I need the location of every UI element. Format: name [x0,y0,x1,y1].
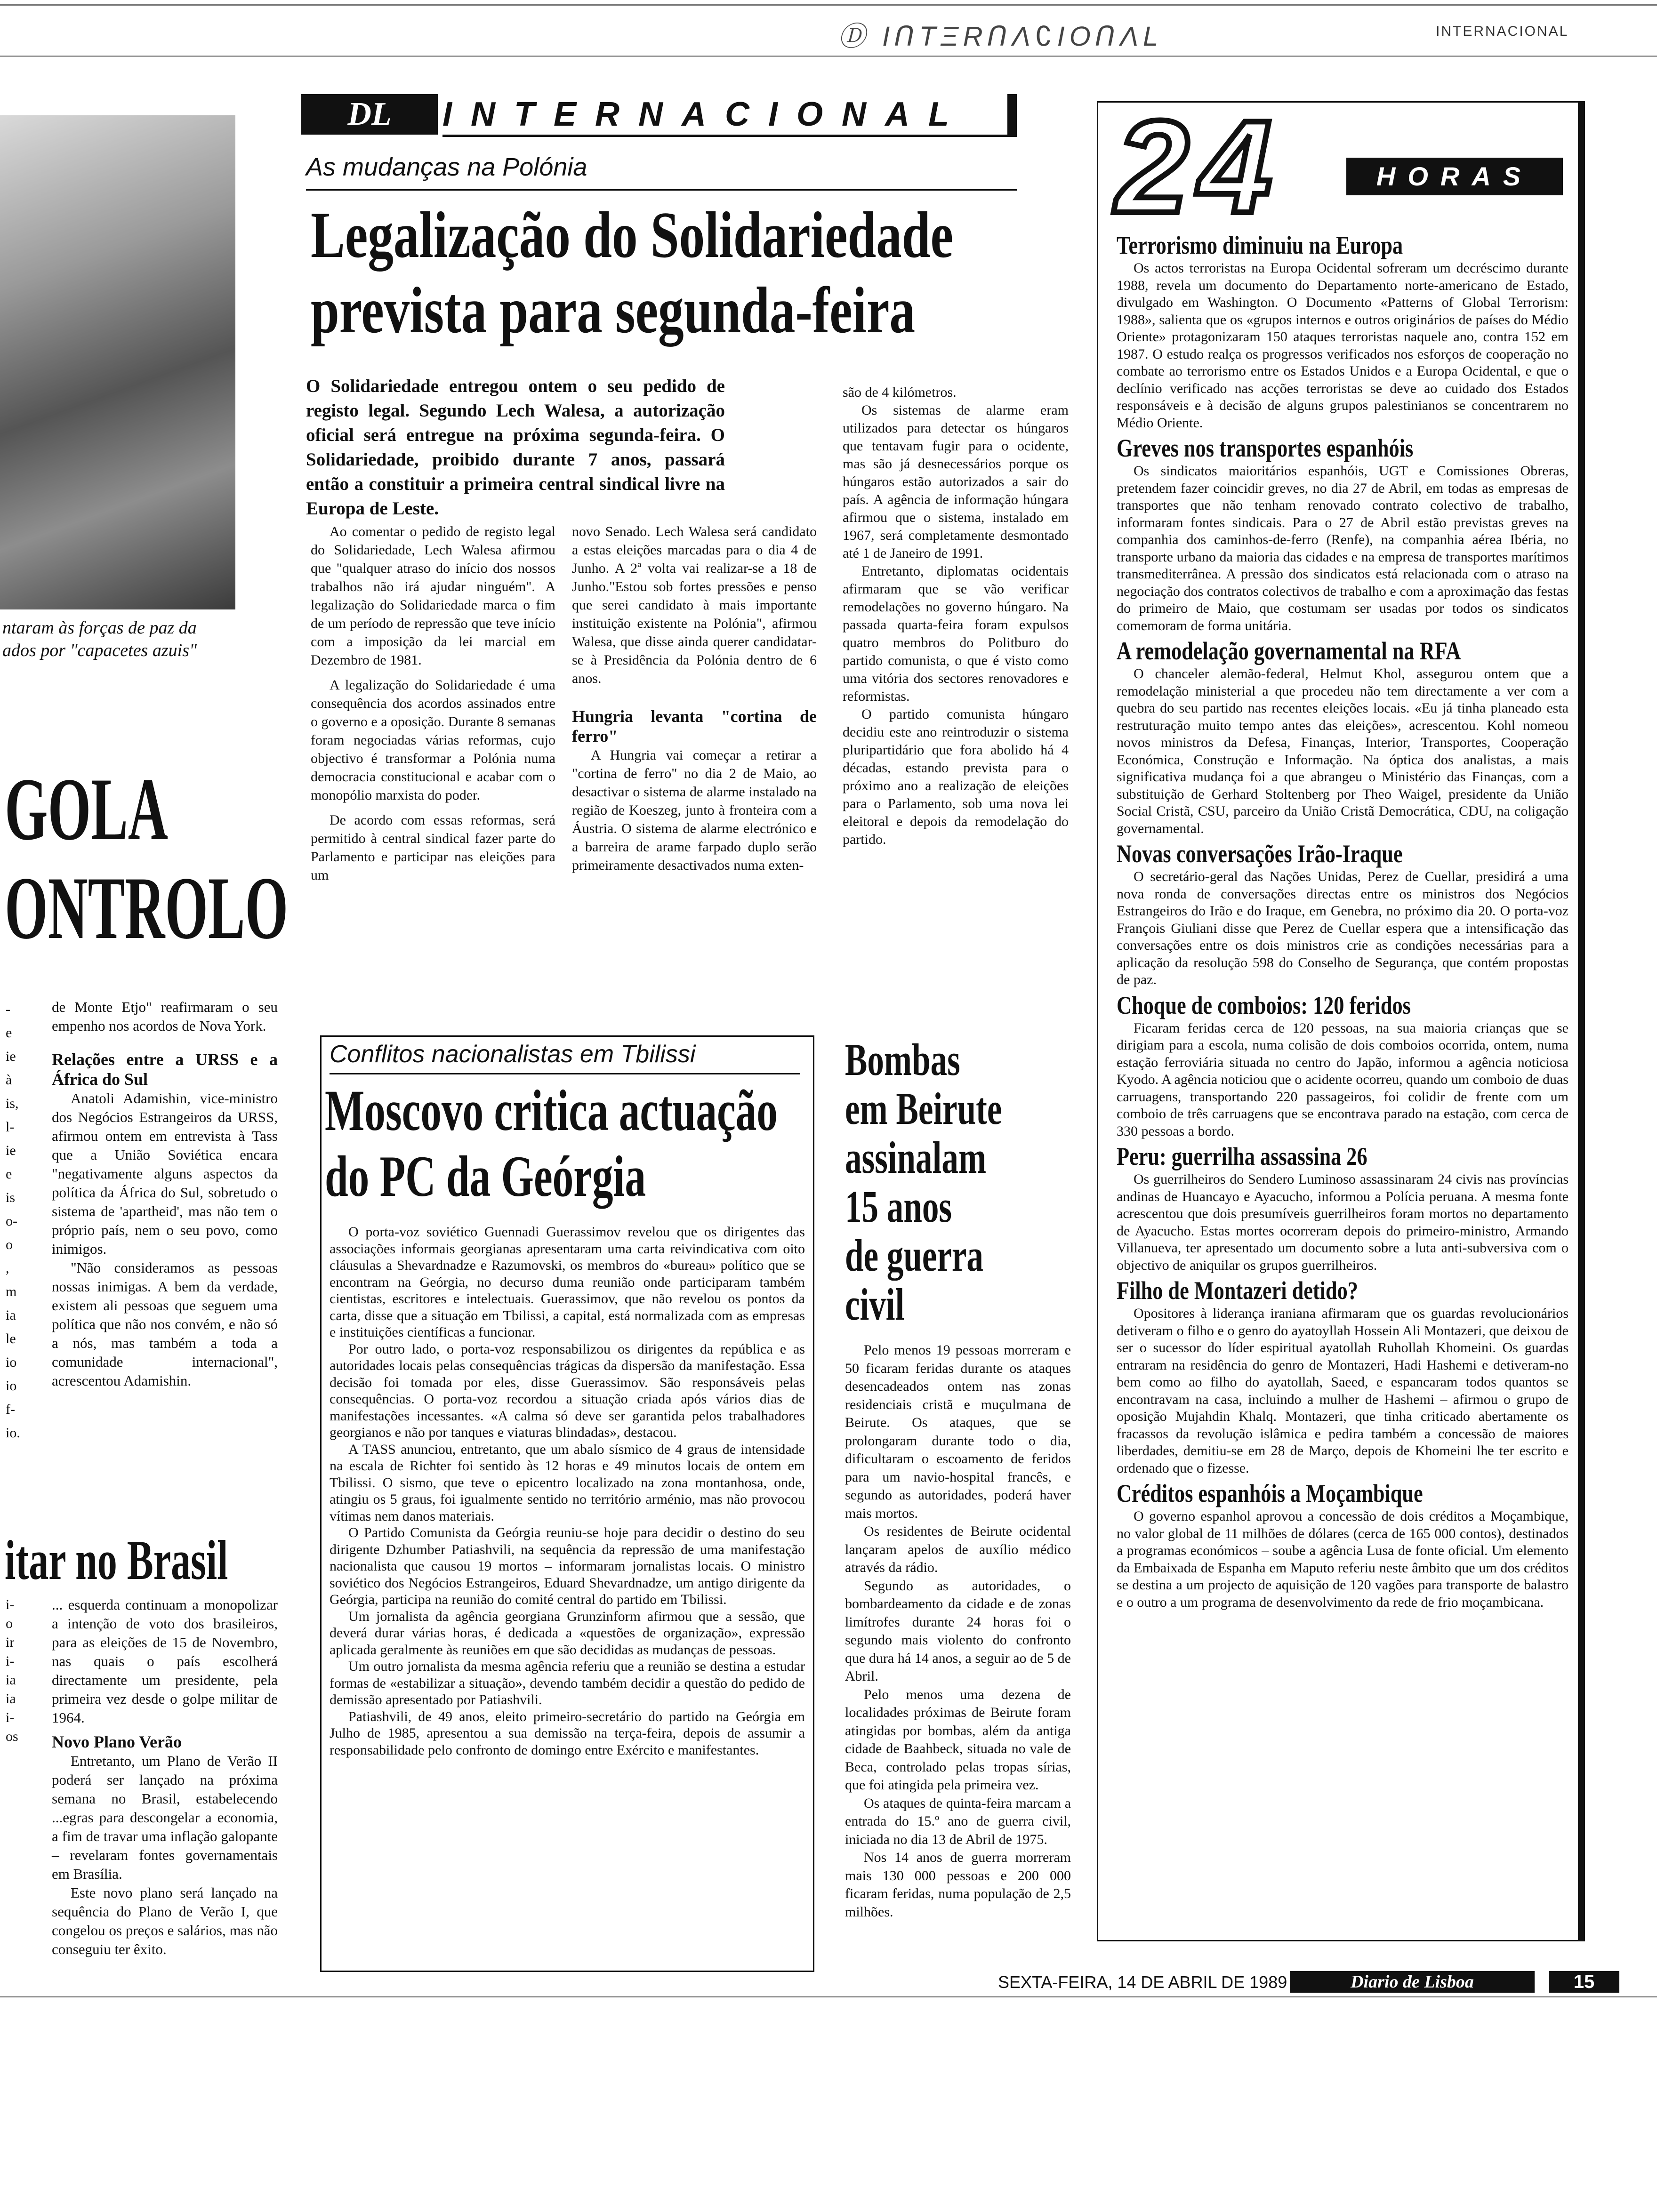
left-body-3: ... esquerda continuam a monopolizar a intenção de voto dos brasileiros, para as eleições de 15 de Novembro, nas quais o país escolherá directamente um presidente, pela primeira vez desde o golpe militar de 1964. [52,1596,278,1726]
edge-fragment: i- [6,1597,15,1612]
main-col1-p2: A legalização do Solidariedade é uma consequência dos acordos assinados entre o governo e a oposição. Durante 8 semanas foram negociadas várias reformas, cujo objectivo é transformar a Polónia numa democracia constitucional e acabar com o monopólio marxista do poder. [311,677,555,803]
masthead-remnant-right: INTERNACIONAL [1436,24,1569,39]
headline-left-1: GOLA [5,760,168,859]
edge-fragment: l- [6,1119,15,1135]
brief-headline: Terrorismo diminuiu na Europa [1117,231,1403,259]
brief-item [1117,433,1569,634]
section-name: INTERNACIONAL [442,96,968,133]
main-col3-p2: Os sistemas de alarme eram utilizados para detectar os húngaros que tentavam fugir para o ocidente, mas são já desnecessários porque os húngaros estão autorizados a sair do país. A agência de informação húngara afirmou que o sistema, instalado em 1967, será completamente desmontado até 1 de Janeiro de 1991. [843,402,1069,561]
edge-fragment: i- [6,1710,15,1725]
photo-caption-line2: ados por "capacetes azuis" [2,641,197,660]
brief-item [1117,636,1569,837]
georgia-p3: A TASS anunciou, entretanto, que um abalo sísmico de 4 graus de intensidade na escala de Richter foi sentido às 12 horas e 49 minutos locais de ontem em Tbilissi. O sismo, que teve o epicentro localizado na zona montanhosa, onde, atingiu os 5 graus, foi igualmente sentido no território arménio, mas não provocou vítimas nem danos materiais. [330,1441,805,1524]
georgia-body [330,1224,805,1758]
brief-body: Ficaram feridas cerca de 120 pessoas, na sua maioria crianças que se dirigiam para a escola, numa colisão de dois comboios ocorrida, ontem, numa estação ferroviária situada no centro do Japão, informou a agência noticiosa Kyodo. A agência noticiou que o acidente ocorreu, quando um comboio de duas carruagens, transportando 220 passageiros, foi colidir de frente com um comboio de três carruagens que se encontrava parado na estação, com cerca de 330 pessoas a bordo. [1117,1020,1569,1139]
main-col2-p2: A Hungria vai começar a retirar a "cortina de ferro" no dia 2 de Maio, ao desactivar o sistema de alarme instalado na região de Koeszeg, junto à fronteira com a Áustria. O sistema de alarme electrónico e a barreira de arame farpado duplo serão primeiramente desactivados numa exten- [572,747,817,873]
left-body-2: "Não consideramos as pessoas nossas inimigas. A bem da verdade, existem ali pessoas que seguem uma política que não nos convém, e não só a nós, mas também a toda a comunidade internacional", acrescentou Adamishin. [52,1259,278,1389]
georgia-kicker: Conflitos nacionalistas em Tbilissi [330,1041,696,1068]
main-col3-p3: Entretanto, diplomatas ocidentais afirmaram que se vão verificar remodelações no governo húngaro. Na passada quarta-feira foram expulsos quatro membros do Politburo do partido comunista, o que é visto como uma vitória dos sectores renovadores e reformistas. [843,563,1069,704]
main-col1-p3: De acordo com essas reformas, será permitido à central sindical fazer parte do Parlamento e participar nas eleições para um [311,812,555,883]
edge-fragment: ia [6,1307,16,1323]
section-header [301,94,1017,137]
edge-fragment: o [6,1237,13,1252]
main-col2 [572,522,817,874]
brief-item [1117,839,1569,989]
left-subhead-1: Relações entre a URSS e a África do Sul [52,1050,278,1089]
edge-fragment: ir [6,1635,15,1650]
edge-fragment: is [6,1190,16,1205]
beirut-headline-line: assinalam [845,1132,987,1183]
beirut-headline [845,1035,1043,1329]
brief-headline: Créditos espanhóis a Moçambique [1117,1479,1423,1507]
left-body-5: Este novo plano será lançado na sequência do Plano de Verão I, que congelou os preços e salários, mas não conseguiu ter êxito. [52,1884,278,1957]
georgia-p5: Um jornalista da agência georgiana Grunzinform afirmou que a sessão, que deverá durar várias horas, é dedicada a «questões de organização», expressão aplicada geralmente às reuniões em que são decididas as mudanças de pessoas. [330,1608,805,1658]
main-col1-p1: Ao comentar o pedido de registo legal do Solidariedade, Lech Walesa afirmou que "qualquer atraso do início dos nossos trabalhos não irá ajudar ninguém". A legalização do Solidariedade marca o fim de um período de repressão que teve início com a imposição da lei marcial em Dezembro de 1981. [311,524,555,668]
brief-headline: Novas conversações Irão-Iraque [1117,840,1403,868]
main-col3-p1: são de 4 kilómetros. [843,385,957,400]
left-column-body-2 [52,1595,278,1959]
georgia-headline-line2: do PC da Geórgia [325,1144,646,1209]
beirut-p1: Pelo menos 19 pessoas morreram e 50 ficaram feridas durante os ataques desencadeados ontem nas zonas residenciais cristã e muçulmana de Beirute. Os ataques, que se prolongaram durante todo o dia, dificultaram o escoamento de feridos para um navio-hospital francês, e segundo as autoridades, poderá haver mais mortos. [845,1342,1071,1521]
brief-item [1117,1142,1569,1274]
edge-fragment: à [6,1072,12,1088]
left-edge-fragments [6,998,29,1445]
beirut-p3: Segundo as autoridades, o bombardeamento da cidade e de zonas limítrofes durante 24 horas foi o segundo mais violento do confronto que dura há 14 anos, a seguir ao de 5 de Abril. [845,1578,1071,1684]
edge-fragment: io [6,1354,17,1370]
edge-fragment: , [6,1260,9,1276]
georgia-p2: Por outro lado, o porta-voz responsabilizou os dirigentes da república e as autoridades locais pelas consequências trágicas da dispersão da manifestação. Essa decisão foi tomada por eles, disse Guerassimov. São responsáveis pelas consequências. O porta-voz recordou a situação criada após vários dias de manifestações incessantes. «A calma só deve ser garantida pelos trabalhadores georgianos e não por tanques e viaturas blindadas», destacou. [330,1341,805,1440]
edge-fragment: o- [6,1213,17,1229]
brief-item [1117,1276,1569,1477]
main-headline-line2: prevista para segunda-feira [311,274,916,347]
left-intro: de Monte Etjo" reafirmaram o seu empenho nos acordos de Nova York. [52,999,278,1034]
brief-item [1117,991,1569,1140]
brief-body: Os guerrilheiros do Sendero Luminoso assassinaram 24 civis nas províncias andinas de Huancayo e Ayacucho, informou a Polícia peruana. A mesma fonte acrescentou que dois presumíveis guerrilheiros foram mortos no departamento de Ayacucho. Estas mortes ocorreram depois do primeiro-ministro, Armando Villanueva, ter apresentado um documento sobre a luta anti-subversiva com o objectivo de aniquilar os grupos guerrilheiros. [1117,1171,1569,1273]
georgia-p4: O Partido Comunista da Geórgia reuniu-se hoje para decidir o destino do seu dirigente Dzhumber Patiashvili, na sequência da repressão de uma manifestação nacionalista que causou 19 mortos – informaram jornalistas locais. O ministro soviético dos Negócios Estrangeiros, Eduard Shevardnadze, um antigo dirigente da Geórgia, participa na reunião do comité central do partido em Tbilissi. [330,1525,805,1607]
brief-body: Opositores à liderança iraniana afirmaram que os guardas revolucionários detiveram o filho e o genro do ayatoyllah Hossein Ali Montazeri, que deixou de ser o sucessor do líder espiritual ayatollah Ruhollah Khomeini. Os guardas entraram na residência do genro de Montazeri, Hadi Hashemi e detiveram-no bem como ao filho do ayatollah, Saeed, e espancaram todos quantos se encontravam na casa, incluindo a mulher de Hashemi – afirmou o grupo de oposição Mujahdin Khalq. Montazeri, que tinha criticado abertamente os fracassos da revolução islâmica e pedira também a concessão de maiores liberdades, demitiu-se em 28 de Março, depois de Khomeini lhe ter escrito e ordenado que o fizesse. [1117,1306,1569,1476]
beirut-p6: Nos 14 anos de guerra morreram mais 130 000 pessoas e 200 000 ficaram feridas, numa população de 2,5 milhões. [845,1850,1071,1920]
edge-fragment: is, [6,1096,19,1111]
edge-fragment: - [6,1002,10,1017]
briefs-list [1117,231,1569,1611]
footer-page-number: 15 [1549,1971,1619,1993]
main-lead: O Solidariedade entregou ontem o seu pedido de registo legal. Segundo Lech Walesa, a autorização oficial será entregue na próxima segunda-feira. O Solidariedade, proibido durante 7 anos, passará então a constituir a primeira central sindical livre na Europa de Leste. [306,376,725,519]
left-edge-fragments-2 [6,1595,29,1746]
edge-fragment: f- [6,1402,15,1417]
headline-left-2: ONTROLO [5,859,289,958]
georgia-p1: O porta-voz soviético Guennadi Guerassimov revelou que os dirigentes das associações informais georgianas apresentaram uma carta reivindicativa com oito cláusulas a Shevardnadze e Razumovski, os membros do «bureau» político que se encontram na Geórgia, no decurso duma reunião onde participaram também cientistas, escritores e intelectuais. Guerassimov, que não revelou os pontos da carta, disse que a situação em Tbilissi, a capital, está normalizada com as empresas e instituições científicas a funcionar. [330,1224,805,1340]
main-headline-line1: Legalização do Solidariedade [311,199,953,272]
edge-fragment: e [6,1025,12,1041]
edge-fragment: os [6,1729,18,1744]
left-body-4: Entretanto, um Plano de Verão II poderá ser lançado na próxima semana no Brasil, estabelecendo ...egras para descongelar a economia, a fim de travar uma inflação galopante – revelaram fontes governamentais em Brasília. [52,1753,278,1882]
photo-caption-line1: ntaram às forças de paz da [2,618,197,638]
main-col3 [843,384,1069,849]
main-kicker: As mudanças na Polónia [306,153,587,181]
briefs-logo [1111,94,1563,240]
section-logo: DL [301,94,438,135]
beirut-headline-line: civil [845,1279,905,1330]
edge-fragment: m [6,1284,17,1299]
brief-body: O chanceler alemão-federal, Helmut Khol, assegurou ontem que a remodelação ministerial a que procedeu não tem directamente a ver com a quebra do seu partido nas recentes eleições locais. «Eu já tinha planeado esta restruturação muito tempo antes das eleições», acrescentou. Kohl nomeou novos ministros da Defesa, Finanças, Interior, Transportes, Cooperação Económica, Construção e Informação. Na óptica dos analistas, a mais significativa mudança foi a que abrangeu o Ministério das Finanças, com a substituição de Gerhard Stoltenberg por Theo Waigel, presidente da União Social Cristã, CSU, parceiro da União Cristã Democrática, CDU, na coligação governamental. [1117,666,1569,836]
news-photo [0,115,235,609]
brief-body: Os sindicatos maioritários espanhóis, UGT e Comissiones Obreras, pretendem fazer coincidir greves, no dia 27 de Abril, em todas as empresas de transportes que não tenham renovado contrato colectivo de trabalho, informaram fontes sindicais. Para o 27 de Abril estão previstas greves na companhia dos caminhos-de-ferro (Renfe), na companhia aérea Ibéria, no transporte urbano da maioria das cidades e na empresa de transportes marítimos transmediterrânea. A pressão dos sindicatos está relacionada com o atraso na negociação dos contratos colectivos de trabalho e com a aproximação das festas do primeiro de Maio, que costumam ser usadas por todos os sindicatos comemoram de forma unitária. [1117,463,1569,633]
edge-fragment: i- [6,1653,15,1669]
main-col3-p4: O partido comunista húngaro decidiu este ano reintroduzir o sistema pluripartidário que fora abolido há 4 décadas, estando prevista para o próximo ano a realização de eleições para o Parlamento, sob uma nova lei eleitoral e depois da remodelação do partido. [843,706,1069,847]
brief-body: Os actos terroristas na Europa Ocidental sofreram um decréscimo durante 1988, revela um documento do Departamento norte-americano de Estado, divulgado em Washington. O Documento «Patterns of Global Terrorism: 1988», salienta que os «grupos internos e outros originários de países do Médio Oriente» protagonizaram 150 ataques terroristas naquele ano, contra 152 em 1987. O estudo realça os progressos verificados nos esforços de cooperação no combate ao terrorismo entre os Estados Unidos e a Europa Ocidental, e que o declínio verificado nas acções terroristas se deve ao cuidado dos Estados responsáveis e à decisão de alguns grupos palestinianos se concentrarem no Médio Oriente. [1117,260,1569,431]
main-col2-subhead: Hungria levanta "cortina de ferro" [572,707,817,745]
edge-fragment: o [6,1616,13,1631]
left-body-1: Anatoli Adamishin, vice-ministro dos Negócios Estrangeiros da URSS, afirmou ontem em entrevista à Tass que a União Soviética encara "negativamente alguns aspectos da política da África do Sul, sobretudo o sistema de 'apartheid', mas não tem o próprio país, nem o seu povo, como inimigos. [52,1090,278,1257]
beirut-headline-line: Bombas [845,1034,960,1085]
edge-fragment: ie [6,1049,16,1064]
brief-body: O secretário-geral das Nações Unidas, Perez de Cuellar, presidirá a uma nova ronda de conversações directas entre os ministros dos Negócios Estrangeiros do Irão e do Iraque, em Genebra, no próximo dia 20. O porta-voz François Giuliani disse que Perez de Cuellar espera que a intensificação das conversações entre os dois ministros crie as condições necessárias para a aplicação da resolução 598 do Conselho de Segurança, que contém propostas de paz. [1117,869,1569,987]
footer-date: SEXTA-FEIRA, 14 DE ABRIL DE 1989 [998,1972,1287,1992]
georgia-p6: Um outro jornalista da mesma agência referiu que a reunião se destina a estudar formas de «estabilizar a situação», devendo também decidir a questão do pedido de demissão apresentado por Patiashvili. [330,1659,805,1707]
brief-body: O governo espanhol aprovou a concessão de dois créditos a Moçambique, no valor global de 11 milhões de dólares (cerca de 165 000 contos), destinados a programas económicos – soube a agência Lusa de fonte oficial. Um elemento da Embaixada de Espanha em Maputo referiu neste âmbito que um dos créditos se destina a um projecto de aquisição de 120 vagões para transporte de balastro e o outro a um programa de desenvolvimento da rede de frio moçambicana. [1117,1508,1569,1610]
georgia-p7: Patiashvili, de 49 anos, eleito primeiro-secretário do partido na Geórgia em Julho de 1985, apresentou a sua demissão na terça-feira, depois de assumir a responsabilidade pelo confronto de domingo entre Exército e manifestantes. [330,1708,805,1758]
brief-headline: Greves nos transportes espanhóis [1117,434,1414,462]
headline-left-brasil: itar no Brasil [5,1529,228,1591]
brief-item [1117,231,1569,432]
briefs-logo-digits: 24 [1116,94,1281,240]
edge-fragment: e [6,1166,12,1182]
edge-fragment: io [6,1378,17,1394]
briefs-logo-word: HORAS [1346,158,1563,195]
georgia-headline-line1: Moscovo critica actuação [325,1078,778,1143]
brief-headline: Filho de Montazeri detido? [1117,1276,1358,1305]
footer-paper-name: Diario de Lisboa [1290,1971,1535,1993]
beirut-headline-line: de guerra [845,1230,983,1281]
beirut-p4: Pelo menos uma dezena de localidades próximas de Beirute foram atingidas por bombas, além da antiga cidade de Baahbeck, situada no vale de Beca, controlado pelas tropas sírias, que foi atingida pela primeira vez. [845,1686,1071,1793]
edge-fragment: ie [6,1143,16,1158]
beirut-headline-line: em Beirute [845,1083,1002,1134]
beirut-p5: Os ataques de quinta-feira marcam a entrada do 15.º ano de guerra civil, iniciada no dia 13 de Abril de 1975. [845,1795,1071,1847]
main-col1 [311,522,555,884]
brief-headline: Choque de comboios: 120 feridos [1117,991,1411,1019]
masthead-remnant-center: Ⓓ IᑎTΞRᑎΛ∁IOᑎΛL [838,21,1163,52]
beirut-p2: Os residentes de Beirute ocidental lançaram apelos de auxílio médico através da rádio. [845,1523,1071,1575]
left-subhead-2: Novo Plano Verão [52,1732,182,1751]
photo-caption [2,617,233,662]
edge-fragment: ia [6,1691,16,1707]
main-col2-p1: novo Senado. Lech Walesa será candidato a estas eleições marcadas para o dia 4 de Junho. A 2ª volta vai realizar-se a 18 de Junho."Estou sob fortes pressões e penso que serei candidato à mais importante instituição existente na Polónia", afirmou Walesa, que disse ainda querer candidatar-se à Presidência da Polónia dentro de 6 anos. [572,524,817,686]
edge-fragment: le [6,1331,16,1346]
left-column-body [52,998,278,1390]
brief-headline: A remodelação governamental na RFA [1117,637,1461,665]
brief-item [1117,1479,1569,1611]
beirut-headline-line: 15 anos [845,1181,952,1232]
edge-fragment: io. [6,1425,20,1441]
beirut-body [845,1341,1071,1921]
edge-fragment: ia [6,1672,16,1688]
brief-headline: Peru: guerrilha assassina 26 [1117,1142,1367,1170]
